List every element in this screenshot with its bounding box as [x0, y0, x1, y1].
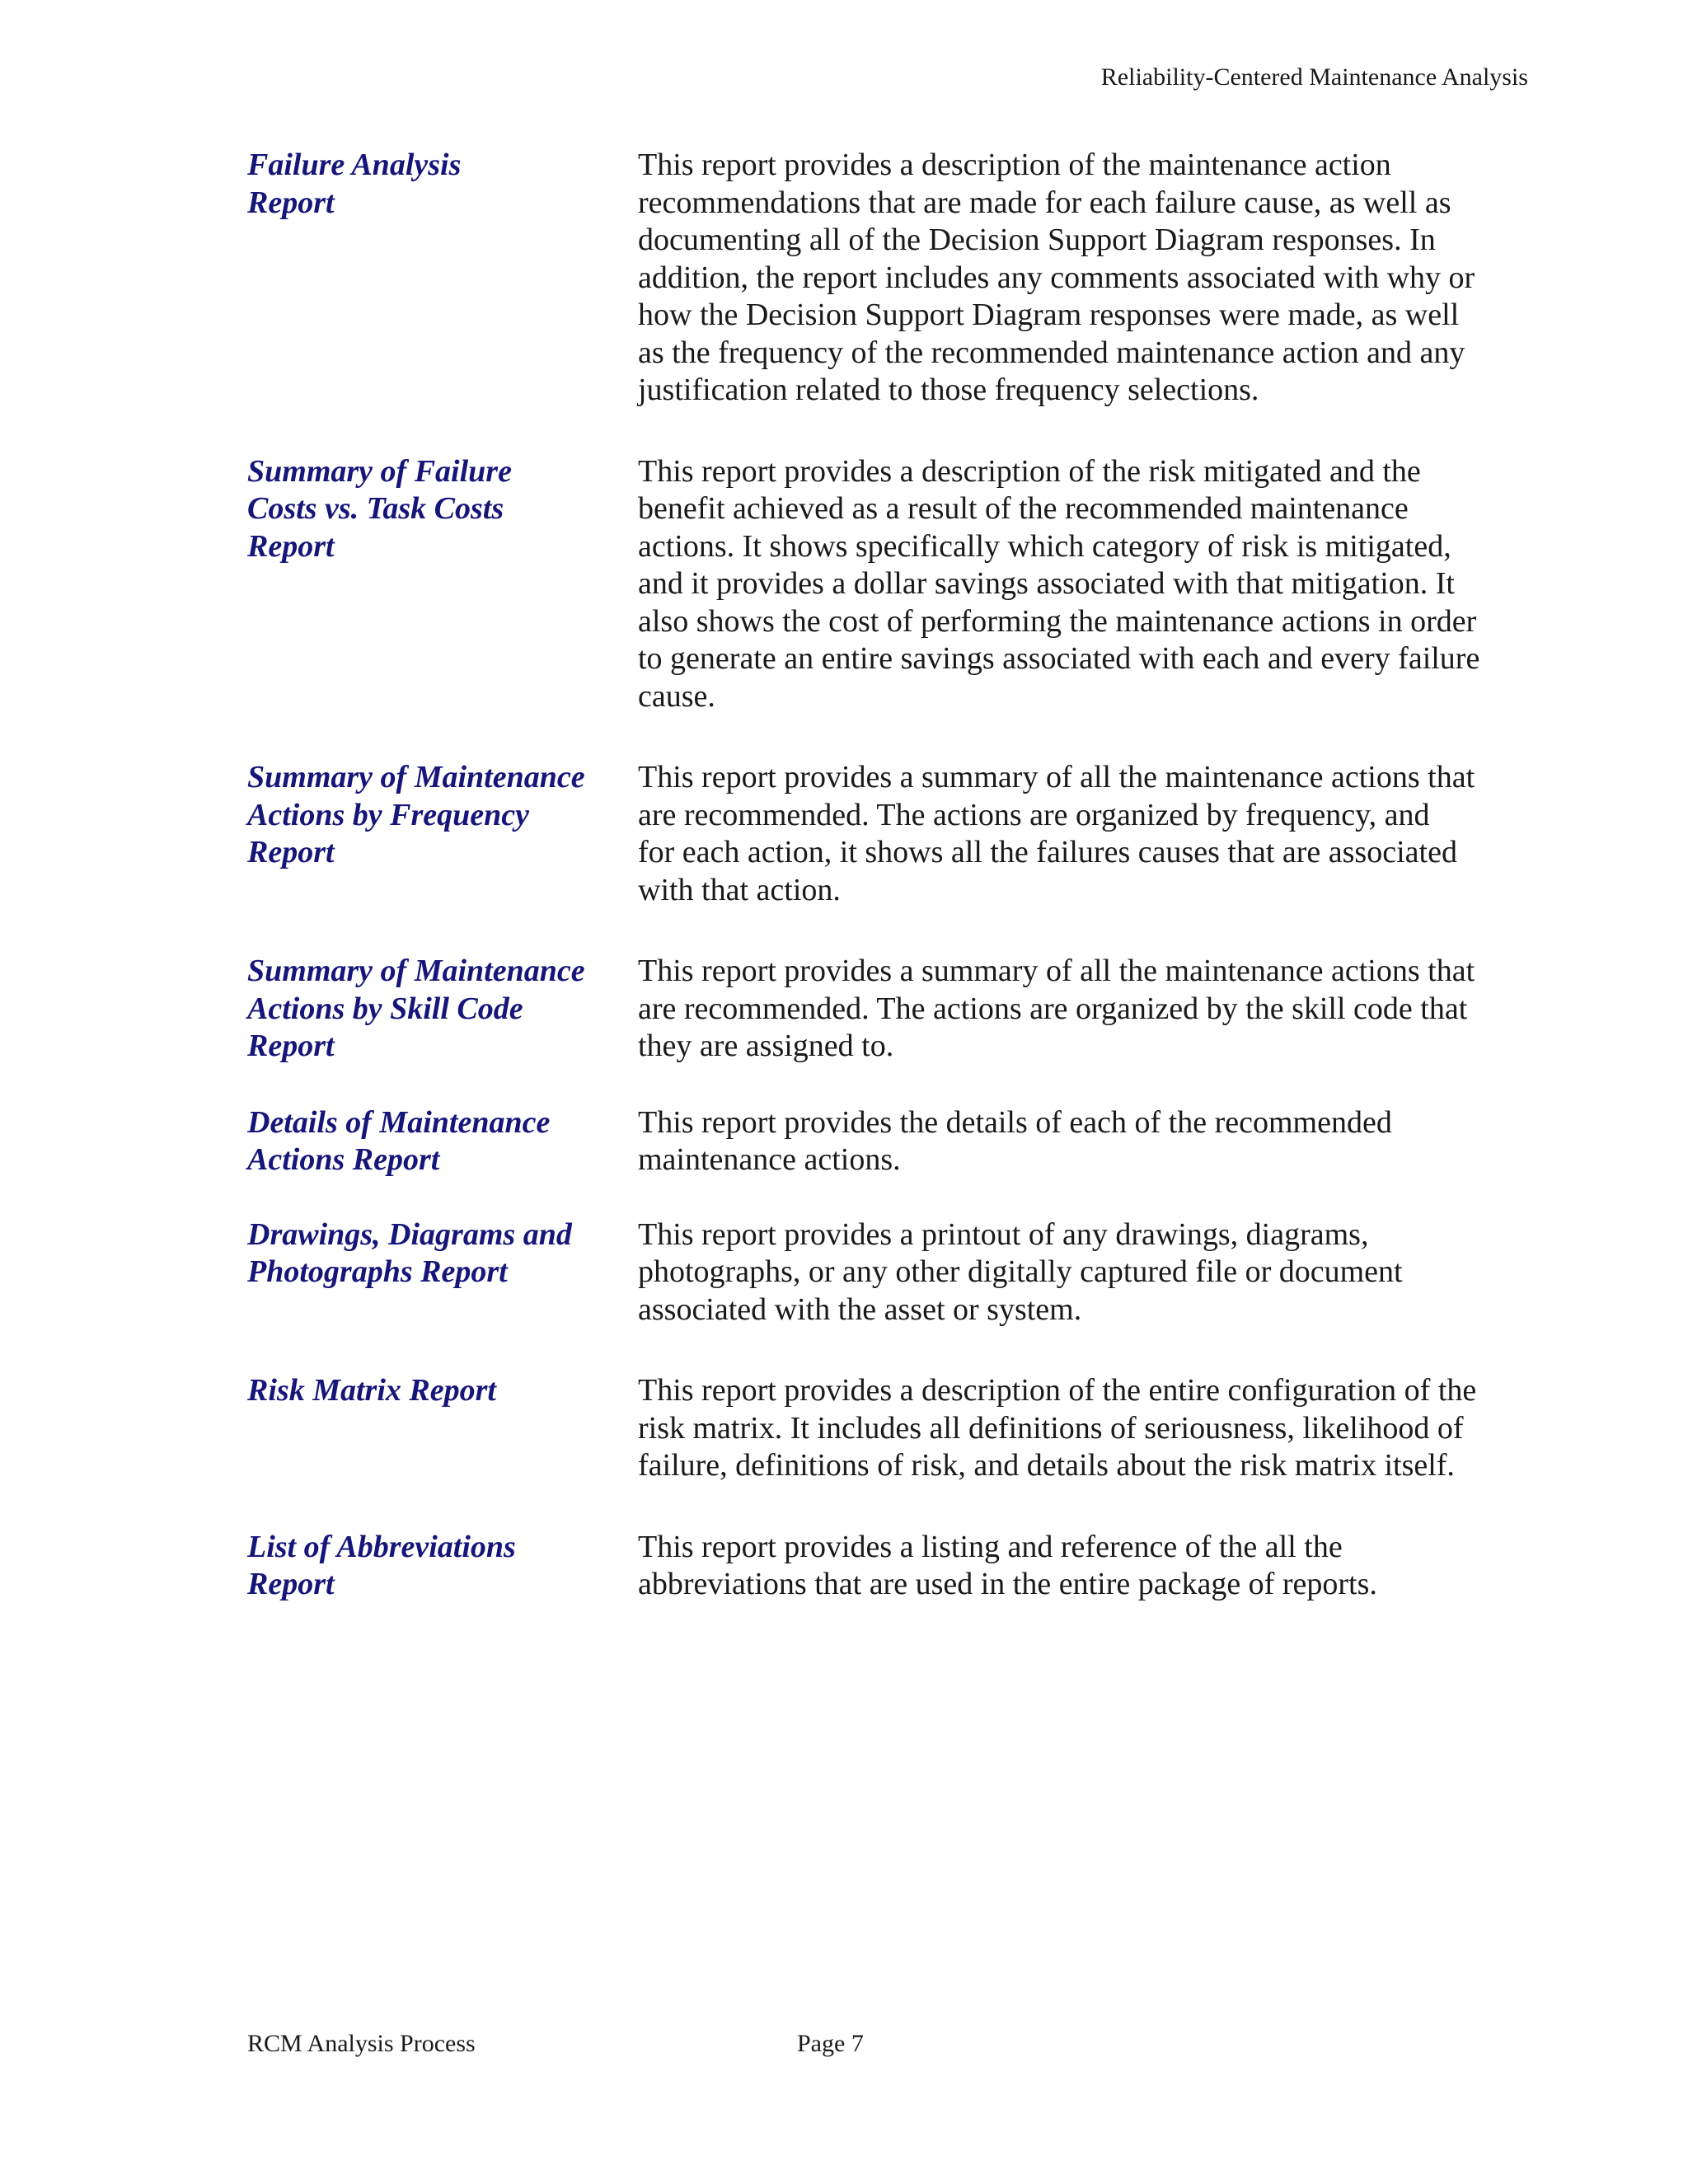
footer-document-title: RCM Analysis Process — [247, 2030, 476, 2057]
entry-description: This report provides a listing and reference of the all the abbreviations that are used in the entire package of reports. — [638, 1529, 1377, 1601]
entry-term: Summary of Maintenance Actions by Skill Code Report — [247, 954, 585, 1063]
entry-term: Details of Maintenance Actions Report — [247, 1104, 551, 1177]
entry-description: This report provides a summary of all the maintenance actions that are recommended. The actions are organized by the skill code that they are assigned to. — [638, 954, 1475, 1063]
entry-drawings-diagrams-photographs-report — [247, 1216, 1530, 1329]
entry-description: This report provides a printout of any drawings, diagrams, photographs, or any other digitally captured file or document associated with the asset or system. — [638, 1216, 1403, 1327]
entry-term: Summary of Failure Costs vs. Task Costs Report — [247, 453, 512, 564]
entry-risk-matrix-report — [247, 1372, 1530, 1485]
entry-summary-actions-frequency-report — [247, 759, 1530, 909]
entry-term: Risk Matrix Report — [247, 1373, 496, 1408]
running-header: Reliability-Centered Maintenance Analysis — [1100, 63, 1528, 91]
entry-description: This report provides a description of the maintenance action recommendations that are made for each failure cause, as well as documenting all of the Decision Support Diagram responses. In addition, the report includes any comments associated with why or how the Decision Support Diagram responses were made, as well as the frequency of the recommended maintenance action and any justification related to those frequency selections. — [638, 148, 1475, 407]
entry-list-of-abbreviations-report — [247, 1529, 1530, 1604]
entry-summary-actions-skill-code-report — [247, 953, 1530, 1066]
entry-description: This report provides a description of the risk mitigated and the benefit achieved as a result of the recommended maintenance actions. It shows specifically which category of risk is mitigated, and it provides a dollar savings associated with that mitigation. It also shows the cost of performing the maintenance actions in order to generate an entire savings associated with each and every failure cause. — [638, 453, 1480, 714]
entry-description: This report provides a description of the entire configuration of the risk matrix. It includes all definitions of seriousness, likelihood of failure, definitions of risk, and details about the risk matrix itself. — [638, 1373, 1477, 1483]
entry-term: Drawings, Diagrams and Photographs Report — [247, 1216, 572, 1289]
entry-failure-analysis-report — [247, 147, 1530, 410]
entry-details-maintenance-actions-report — [247, 1104, 1530, 1179]
footer-page-number: Page 7 — [797, 2030, 864, 2057]
entry-summary-failure-costs-report — [247, 453, 1530, 716]
entry-description: This report provides the details of each of the recommended maintenance actions. — [638, 1104, 1392, 1177]
entry-term: Failure Analysis Report — [247, 148, 462, 220]
report-definition-list — [247, 147, 1530, 1604]
entry-term: List of Abbreviations Report — [247, 1529, 516, 1601]
entry-term: Summary of Maintenance Actions by Frequency Report — [247, 760, 585, 869]
entry-description: This report provides a summary of all the maintenance actions that are recommended. The actions are organized by frequency, and for each action, it shows all the failures causes that are associated with that action. — [638, 760, 1475, 907]
